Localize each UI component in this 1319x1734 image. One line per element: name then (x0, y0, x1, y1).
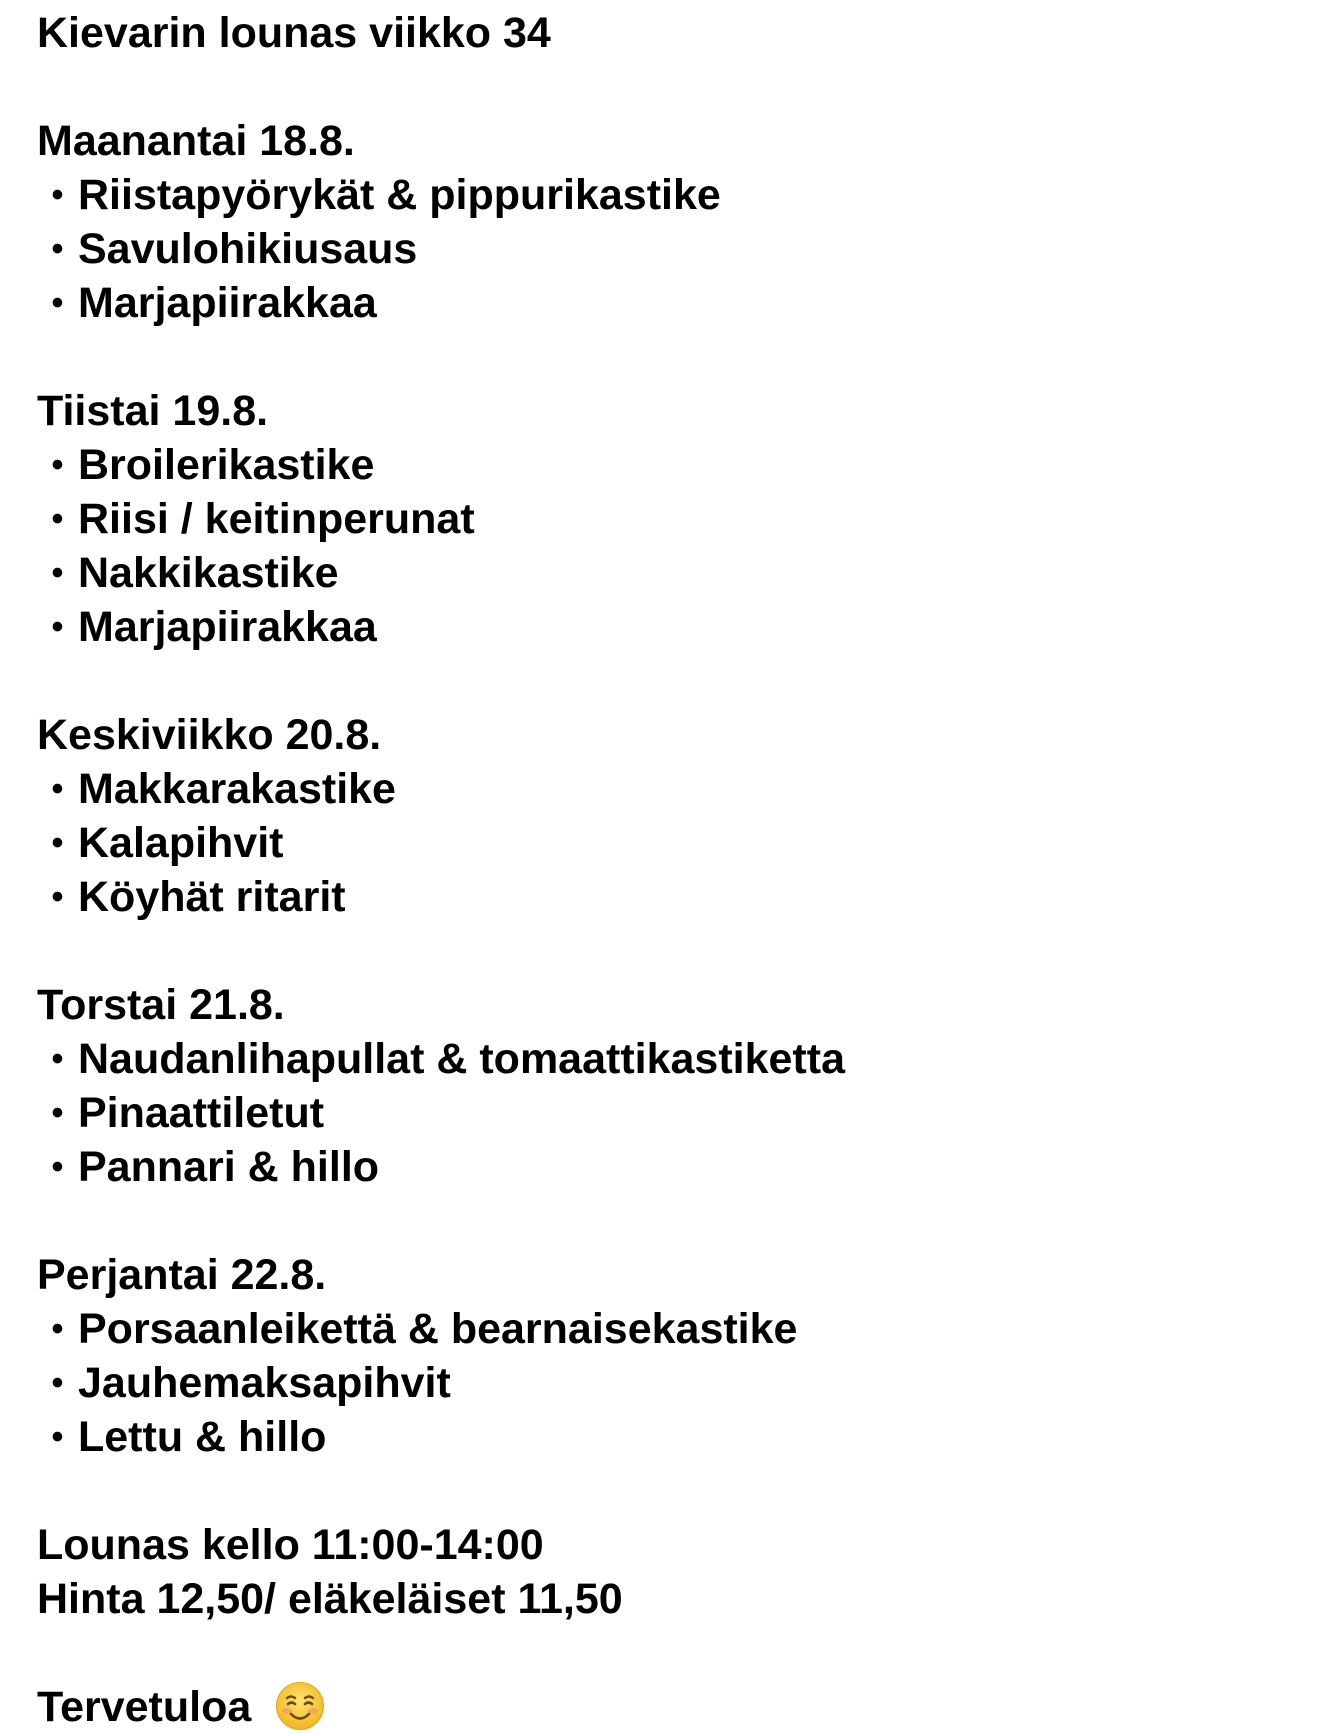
list-item (37, 438, 1297, 492)
menu-title: Kievarin lounas viikko 34 (37, 9, 551, 57)
list-item (37, 276, 1297, 330)
bullet-icon: • (51, 1418, 64, 1456)
list-item (37, 546, 1297, 600)
menu-item-text: Riisi / keitinperunat (78, 495, 475, 543)
menu-item-text: Nakkikastike (78, 549, 339, 597)
welcome-text: Tervetuloa (37, 1683, 252, 1731)
menu-item-text: Naudanlihapullat & tomaattikastiketta (78, 1035, 845, 1083)
bullet-icon: • (51, 878, 64, 916)
welcome-line (37, 1680, 1297, 1734)
bullet-icon: • (51, 500, 64, 538)
bullet-icon: • (51, 1310, 64, 1348)
spacer (37, 1194, 1297, 1248)
day-heading-wednesday: Keskiviikko 20.8. (37, 711, 382, 759)
list-item (37, 168, 1297, 222)
list-item (37, 1356, 1297, 1410)
menu-item-text: Marjapiirakkaa (78, 279, 377, 327)
list-item (37, 1140, 1297, 1194)
list-item (37, 816, 1297, 870)
menu-item-text: Lettu & hillo (78, 1413, 327, 1461)
menu-item-text: Pannari & hillo (78, 1143, 380, 1191)
day-heading-tuesday: Tiistai 19.8. (37, 387, 269, 435)
list-item (37, 492, 1297, 546)
menu-item-text: Makkarakastike (78, 765, 396, 813)
list-item (37, 762, 1297, 816)
menu-item-text: Broilerikastike (78, 441, 375, 489)
bullet-icon: • (51, 824, 64, 862)
bullet-icon: • (51, 230, 64, 268)
bullet-icon: • (51, 1364, 64, 1402)
spacer (37, 60, 1297, 114)
day-heading-thursday: Torstai 21.8. (37, 981, 285, 1029)
bullet-icon: • (51, 608, 64, 646)
list-item (37, 1032, 1297, 1086)
list-item (37, 222, 1297, 276)
list-item (37, 1410, 1297, 1464)
spacer (37, 654, 1297, 708)
lunch-price: Hinta 12,50/ eläkeläiset 11,50 (37, 1575, 623, 1623)
lunch-menu-document (37, 6, 1297, 1734)
bullet-icon: • (51, 176, 64, 214)
bullet-icon: • (51, 284, 64, 322)
bullet-icon: • (51, 1040, 64, 1078)
spacer (37, 1626, 1297, 1680)
bullet-icon: • (51, 770, 64, 808)
list-item (37, 1086, 1297, 1140)
day-heading-monday: Maanantai 18.8. (37, 117, 355, 165)
smiling-face-emoji-icon (275, 1681, 325, 1731)
menu-item-text: Kalapihvit (78, 819, 284, 867)
bullet-icon: • (51, 554, 64, 592)
spacer (37, 924, 1297, 978)
menu-item-text: Pinaattiletut (78, 1089, 325, 1137)
bullet-icon: • (51, 1094, 64, 1132)
lunch-hours: Lounas kello 11:00-14:00 (37, 1521, 544, 1569)
list-item (37, 1302, 1297, 1356)
menu-item-text: Savulohikiusaus (78, 225, 418, 273)
list-item (37, 600, 1297, 654)
spacer (37, 1464, 1297, 1518)
menu-item-text: Jauhemaksapihvit (78, 1359, 451, 1407)
menu-item-text: Köyhät ritarit (78, 873, 346, 921)
bullet-icon: • (51, 1148, 64, 1186)
menu-item-text: Marjapiirakkaa (78, 603, 377, 651)
menu-item-text: Riistapyörykät & pippurikastike (78, 171, 721, 219)
spacer (37, 330, 1297, 384)
bullet-icon: • (51, 446, 64, 484)
day-heading-friday: Perjantai 22.8. (37, 1251, 327, 1299)
menu-item-text: Porsaanleikettä & bearnaisekastike (78, 1305, 798, 1353)
list-item (37, 870, 1297, 924)
